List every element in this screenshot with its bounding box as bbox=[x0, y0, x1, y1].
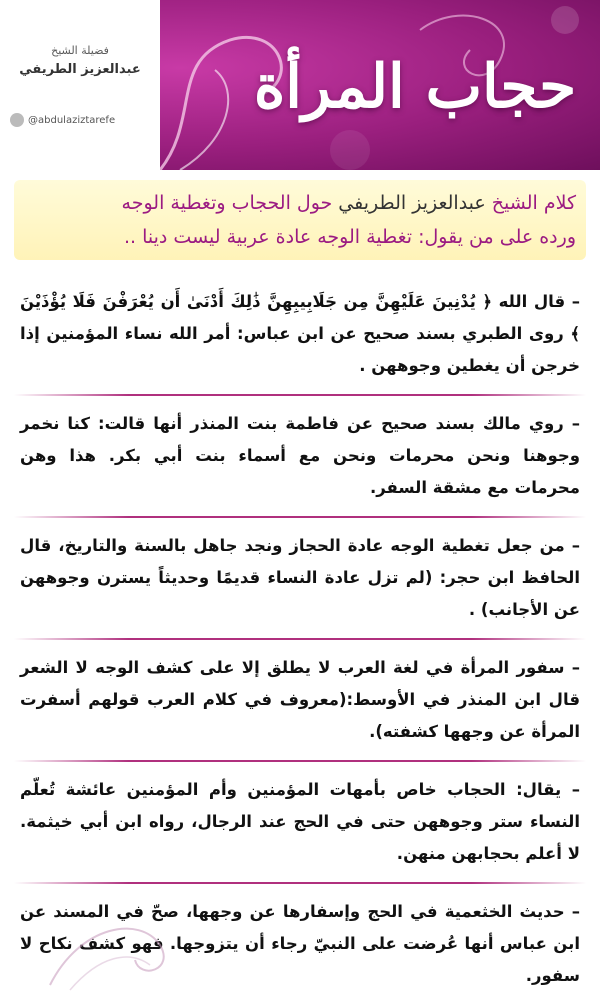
intro-topic: حول الحجاب وتغطية الوجه bbox=[121, 192, 339, 214]
twitter-icon bbox=[10, 113, 24, 127]
divider bbox=[14, 882, 586, 884]
intro-line-1 bbox=[24, 186, 576, 220]
divider bbox=[14, 760, 586, 762]
intro-prefix: كلام الشيخ bbox=[485, 192, 576, 214]
author-label: فضيلة الشيخ bbox=[51, 44, 109, 57]
paragraph-5: – يقال: الحجاب خاص بأمهات المؤمنين وأم المؤمنين عائشة تُعلّم النساء ستر وجوههن حتى في الحج عند الرجال، رواه ابن أبي خيثمة. لا أعلم بحجابهن منهن. bbox=[20, 780, 580, 863]
page-title: حجاب المرأة bbox=[253, 52, 577, 122]
intro-line-2: ورده على من يقول: تغطية الوجه عادة عربية ليست دينا .. bbox=[123, 226, 576, 248]
paragraph-list bbox=[14, 278, 586, 1000]
paragraph-3: – من جعل تغطية الوجه عادة الحجاز ونجد جاهل بالسنة والتاريخ، قال الحافظ ابن حجر: (لم تزل عادة النساء قديمًا وحديثاً يسترن وجوههن عن الأجانب) . bbox=[20, 536, 580, 619]
divider bbox=[14, 638, 586, 640]
header-banner bbox=[0, 0, 600, 170]
bottom-swirl-icon bbox=[40, 905, 200, 995]
divider bbox=[14, 394, 586, 396]
author-box bbox=[0, 0, 160, 170]
paragraph-2: – روي مالك بسند صحيح عن فاطمة بنت المنذر أنها قالت: كنا نخمر وجوهنا ونحن محرمات ونحن مع أسماء بنت أبي بكر. هذا وهن محرمات مع مشقة السفر. bbox=[20, 414, 580, 497]
paragraph-1: – قال الله ﴿ يُدْنِينَ عَلَيْهِنَّ مِن جَلَابِيبِهِنَّ ذَٰلِكَ أَدْنَىٰ أَن يُعْرَفْنَ فَلَا يُؤْذَيْنَ ﴾ روى الطبري بسند صحيح عن ابن عباس: أمر الله نساء المؤمنين إذا خرجن أن يغطين وجوههن . bbox=[20, 292, 580, 375]
intro-author: عبدالعزيز الطريفي bbox=[338, 192, 486, 214]
author-name: عبدالعزيز الطريفي bbox=[19, 62, 141, 77]
paragraph-6: – حديث الخثعمية في الحج وإسفارها عن وجهها، صحّ في المسند عن ابن عباس أنها عُرضت على النبيّ رجاء أن يتزوجها. فهو كشف نكاح لا سفور. bbox=[20, 902, 580, 985]
twitter-handle-text: @abdulaziztarefe bbox=[28, 114, 116, 126]
intro-box bbox=[14, 180, 586, 260]
twitter-handle[interactable] bbox=[10, 113, 160, 127]
divider bbox=[14, 516, 586, 518]
paragraph-4: – سفور المرأة في لغة العرب لا يطلق إلا على كشف الوجه لا الشعر قال ابن المنذر في الأوسط:(معروف في كلام العرب قولهم أسفرت المرأة عن وجهها كشفته). bbox=[20, 658, 580, 741]
